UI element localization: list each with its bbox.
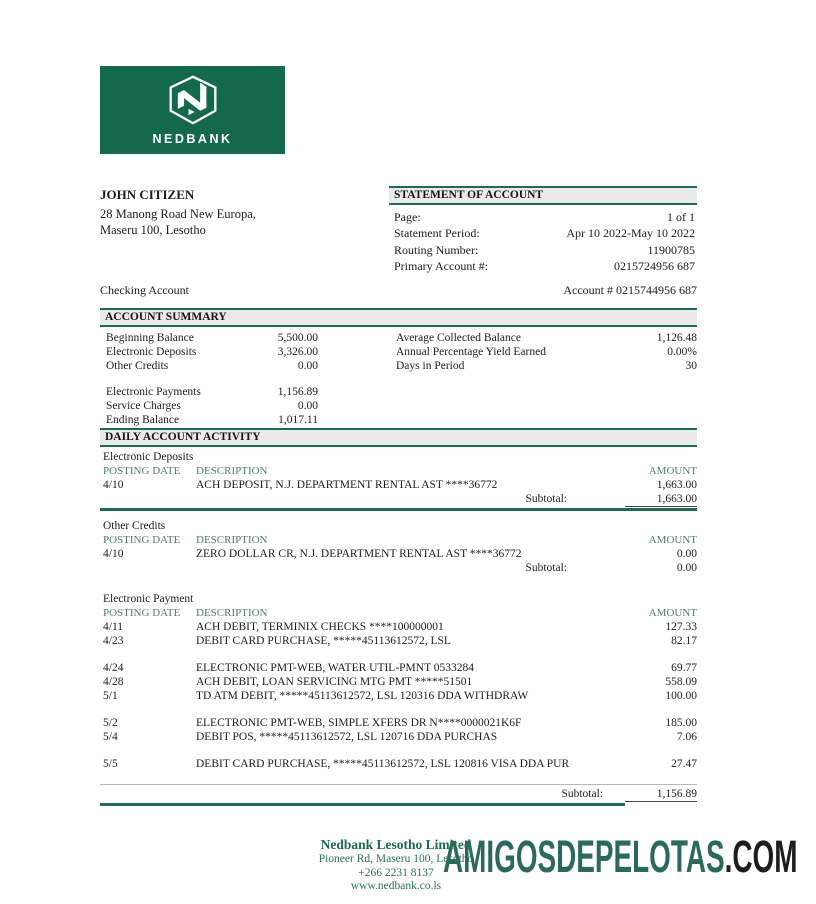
summary-row bbox=[100, 386, 318, 400]
account-summary-title: ACCOUNT SUMMARY bbox=[100, 308, 697, 327]
summary-row bbox=[100, 332, 318, 346]
column-header-amount: AMOUNT bbox=[648, 607, 697, 619]
transaction-date: 5/1 bbox=[103, 690, 118, 702]
transaction-amount: 7.06 bbox=[676, 731, 697, 743]
transaction-amount: 127.33 bbox=[665, 621, 697, 633]
summary-row-label: Annual Percentage Yield Earned bbox=[396, 345, 546, 358]
statement-row-label: Page: bbox=[394, 210, 421, 224]
summary-row bbox=[390, 360, 697, 374]
column-header-amount: AMOUNT bbox=[648, 534, 697, 546]
transaction-amount: 1,663.00 bbox=[656, 479, 697, 491]
transaction-date: 4/28 bbox=[103, 676, 124, 688]
summary-row-value: 0.00 bbox=[297, 400, 318, 413]
recipient-block bbox=[100, 187, 380, 238]
summary-column-spacer bbox=[318, 332, 390, 428]
transaction-description: ACH DEBIT, TERMINIX CHECKS ****100000001 bbox=[196, 621, 444, 633]
summary-row-value: 5,500.00 bbox=[277, 332, 318, 344]
transaction-row bbox=[100, 634, 697, 648]
column-header-description: DESCRIPTION bbox=[196, 465, 268, 477]
subtotal-amount: 0.00 bbox=[676, 562, 697, 574]
subtotal-row bbox=[100, 784, 697, 802]
statement-row-label: Routing Number: bbox=[394, 242, 479, 257]
transaction-description: DEBIT CARD PURCHASE, *****45113612572, LSL 120816 VISA DDA PUR bbox=[196, 758, 570, 770]
transaction-amount: 82.17 bbox=[671, 635, 697, 647]
statement-row-value: 11900785 bbox=[647, 242, 695, 257]
summary-row-value: 1,017.11 bbox=[278, 413, 318, 426]
summary-right-column bbox=[390, 332, 697, 428]
transaction-date: 4/23 bbox=[103, 635, 124, 647]
recipient-address-line1: 28 Manong Road New Europa, bbox=[100, 207, 256, 221]
transaction-date: 4/10 bbox=[103, 548, 124, 560]
subtotal-amount: 1,156.89 bbox=[625, 787, 697, 802]
recipient-address-line2: Maseru 100, Lesotho bbox=[100, 223, 206, 237]
statement-box-title: STATEMENT OF ACCOUNT bbox=[389, 186, 697, 205]
summary-row-value: 0.00% bbox=[667, 345, 697, 358]
summary-row bbox=[100, 360, 318, 374]
recipient-name: JOHN CITIZEN bbox=[100, 187, 195, 202]
transaction-date: 5/4 bbox=[103, 731, 118, 743]
activity-column-headers bbox=[100, 606, 697, 620]
transaction-description: ACH DEBIT, LOAN SERVICING MTG PMT *****51501 bbox=[196, 676, 473, 688]
subtotal-label: Subtotal: bbox=[525, 493, 567, 505]
summary-row-value: 3,326.00 bbox=[277, 345, 318, 358]
summary-left-column bbox=[100, 332, 318, 428]
transaction-description: TD ATM DEBIT, *****45113612572, LSL 120316 DDA WITHDRAW bbox=[196, 690, 529, 702]
column-header-amount: AMOUNT bbox=[648, 465, 697, 477]
summary-row-value: 30 bbox=[685, 359, 697, 372]
transaction-row bbox=[100, 547, 697, 561]
account-number-label: Account # 0215744956 687 bbox=[563, 283, 697, 297]
transaction-date: 4/11 bbox=[103, 621, 124, 633]
statement-row-label: Statement Period: bbox=[394, 226, 480, 241]
daily-account-activity-section bbox=[100, 428, 697, 806]
transaction-amount: 27.47 bbox=[671, 758, 697, 770]
transaction-description: DEBIT POS, *****45113612572, LSL 120716 DDA PURCHAS bbox=[196, 731, 498, 743]
transaction-amount: 558.09 bbox=[665, 676, 697, 688]
summary-row bbox=[390, 346, 697, 360]
account-summary-section bbox=[100, 308, 697, 437]
statement-row-value: 1 of 1 bbox=[667, 210, 695, 224]
summary-row-label: Ending Balance bbox=[106, 413, 180, 426]
statement-of-account-box bbox=[389, 186, 697, 274]
transaction-date: 5/5 bbox=[103, 758, 118, 770]
summary-row-value: 1,126.48 bbox=[656, 332, 697, 344]
transaction-amount: 100.00 bbox=[665, 690, 697, 702]
summary-row-label: Electronic Deposits bbox=[106, 345, 197, 358]
summary-row bbox=[100, 346, 318, 360]
subtotal-amount: 1,663.00 bbox=[625, 492, 697, 507]
transaction-amount: 185.00 bbox=[665, 717, 697, 729]
transaction-row bbox=[100, 730, 697, 744]
subtotal-row bbox=[100, 492, 697, 507]
activity-section-title: Electronic Deposits bbox=[103, 451, 194, 463]
statement-row-value: 0215724956 687 bbox=[614, 258, 695, 273]
transaction-row bbox=[100, 478, 697, 492]
column-header-posting-date: POSTING DATE bbox=[103, 607, 181, 619]
summary-row-label: Service Charges bbox=[106, 400, 181, 413]
daily-activity-title: DAILY ACCOUNT ACTIVITY bbox=[100, 428, 697, 447]
column-header-posting-date: POSTING DATE bbox=[103, 534, 181, 546]
activity-section-title: Other Credits bbox=[103, 520, 166, 532]
activity-column-headers bbox=[100, 533, 697, 547]
daily-activity-body bbox=[100, 447, 697, 806]
transaction-description: ELECTRONIC PMT-WEB, WATER UTIL-PMNT 0533284 bbox=[196, 662, 475, 674]
transaction-date: 4/10 bbox=[103, 479, 124, 491]
column-header-description: DESCRIPTION bbox=[196, 534, 268, 546]
column-header-description: DESCRIPTION bbox=[196, 607, 268, 619]
transaction-row bbox=[100, 716, 697, 730]
watermark-green-text: AMIGOSDEPELOTAS bbox=[443, 831, 725, 882]
transaction-description: ACH DEPOSIT, N.J. DEPARTMENT RENTAL AST ****36772 bbox=[196, 479, 498, 491]
transaction-date: 5/2 bbox=[103, 717, 118, 729]
section-divider-line bbox=[100, 803, 625, 806]
transaction-date: 4/24 bbox=[103, 662, 124, 674]
summary-row-label: Electronic Payments bbox=[106, 386, 201, 399]
account-type-line bbox=[100, 283, 697, 298]
statement-box-row bbox=[391, 242, 695, 258]
subtotal-row bbox=[100, 561, 697, 575]
watermark-overlay bbox=[443, 833, 797, 881]
footer-website: www.nedbank.co.ls bbox=[350, 880, 442, 892]
summary-row bbox=[390, 332, 697, 346]
statement-box-rows bbox=[389, 205, 697, 274]
activity-column-headers bbox=[100, 464, 697, 478]
summary-row-label: Other Credits bbox=[106, 359, 169, 372]
subtotal-label: Subtotal: bbox=[561, 788, 603, 800]
nedbank-logo bbox=[100, 66, 285, 154]
subtotal-label: Subtotal: bbox=[525, 562, 567, 574]
transaction-description: ZERO DOLLAR CR, N.J. DEPARTMENT RENTAL AST ****36772 bbox=[196, 548, 522, 560]
statement-box-row bbox=[391, 209, 695, 225]
summary-row bbox=[100, 414, 318, 428]
transaction-description: ELECTRONIC PMT-WEB, SIMPLE XFERS DR N****0000021K6F bbox=[196, 717, 522, 729]
transaction-row bbox=[100, 675, 697, 689]
section-gap bbox=[100, 511, 697, 519]
account-type-label: Checking Account bbox=[100, 283, 189, 297]
statement-box-row bbox=[391, 258, 695, 274]
transaction-row bbox=[100, 757, 697, 771]
summary-row-value: 0.00 bbox=[297, 359, 318, 372]
transaction-amount: 69.77 bbox=[671, 662, 697, 674]
statement-box-row bbox=[391, 225, 695, 241]
logo-brand-text: NEDBANK bbox=[152, 131, 233, 146]
transaction-amount: 0.00 bbox=[676, 548, 697, 560]
statement-row-label: Primary Account #: bbox=[394, 258, 488, 273]
summary-row-label: Days in Period bbox=[396, 359, 465, 372]
transaction-row bbox=[100, 689, 697, 703]
nedbank-n-emblem-icon bbox=[164, 75, 222, 130]
transaction-description: DEBIT CARD PURCHASE, *****45113612572, LSL bbox=[196, 635, 451, 647]
summary-row bbox=[100, 400, 318, 414]
statement-row-value: Apr 10 2022-May 10 2022 bbox=[566, 226, 695, 241]
summary-row-label: Average Collected Balance bbox=[396, 332, 521, 344]
column-header-posting-date: POSTING DATE bbox=[103, 465, 181, 477]
summary-row-label: Beginning Balance bbox=[106, 332, 194, 344]
activity-section-title: Electronic Payment bbox=[103, 593, 194, 605]
footer-address: Pioneer Rd, Maseru 100, Lesotho bbox=[318, 853, 474, 865]
transaction-row bbox=[100, 661, 697, 675]
watermark-black-text: .COM bbox=[724, 831, 798, 882]
transaction-row bbox=[100, 620, 697, 634]
footer-phone: +266 2231 8137 bbox=[358, 866, 434, 879]
footer-company-name: Nedbank Lesotho Limited bbox=[320, 837, 472, 852]
summary-row-value: 1,156.89 bbox=[277, 386, 318, 399]
section-gap bbox=[100, 575, 697, 592]
